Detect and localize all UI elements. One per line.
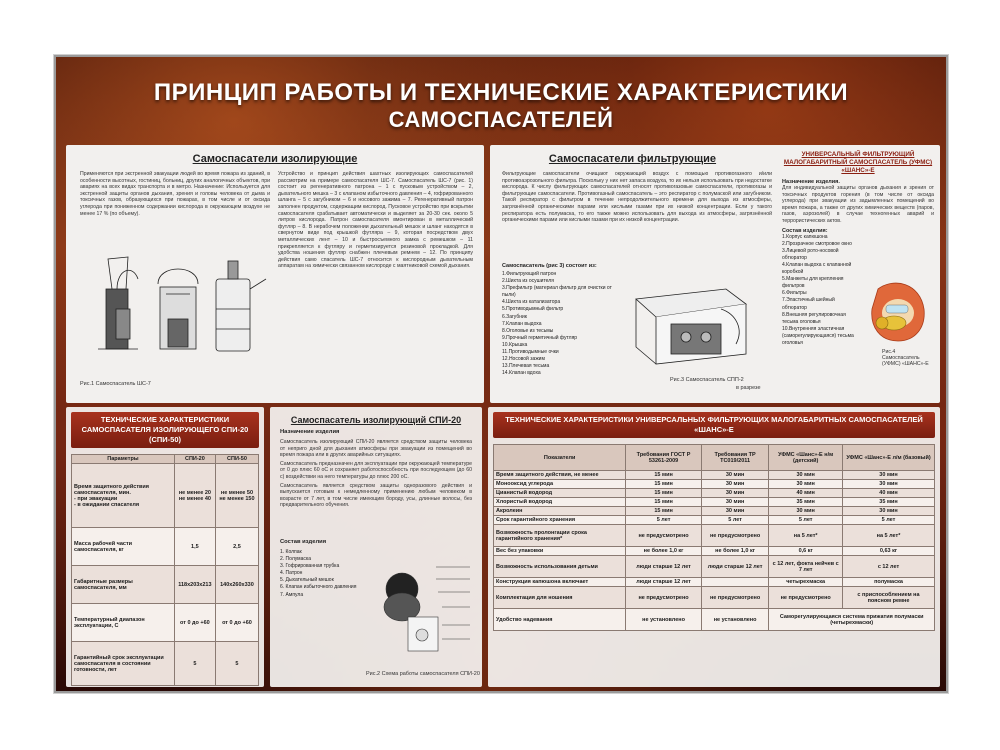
filtering-part: 4.Шихта из катализатора xyxy=(502,299,561,306)
shans-cell: 30 мин xyxy=(701,480,768,489)
spi20-part: 1. Колпак xyxy=(280,549,302,555)
shans-table xyxy=(493,444,935,631)
shans-cell: 5 лет xyxy=(843,516,935,525)
shans-header: Требования ТР ТС019/2011 xyxy=(701,445,768,471)
spi20-header-param: Параметры xyxy=(72,455,175,464)
shans-cell: 35 мин xyxy=(843,498,935,507)
ufms-caption: Рис.4 Самоспасатель (УФМС) «ШАНС»-Е xyxy=(882,349,929,367)
ufms-hood-figure xyxy=(864,279,932,347)
spi20-cell: Габаритные размеры самоспасателя, мм xyxy=(72,566,175,604)
spi20-purpose-title: Назначение изделия xyxy=(280,429,340,435)
shans-cell: 30 мин xyxy=(701,489,768,498)
shans-cell: 30 мин xyxy=(769,471,843,480)
shans-cell: 5 лет xyxy=(769,516,843,525)
ufms-part: 3.Лицевой рото-носовой обтюратор xyxy=(782,247,839,261)
ufms-title: УНИВЕРСАЛЬНЫЙ ФИЛЬТРУЮЩИЙ МАЛОГАБАРИТНЫЙ САМОСПАСАТЕЛЬ (УФМС) «ШАНС»-Е xyxy=(783,151,933,174)
shans-cell: 15 мин xyxy=(626,507,702,516)
spi20-text xyxy=(280,439,472,511)
ufms-part: 4.Клапан выдоха с клапанной коробкой xyxy=(782,261,852,276)
spi20-header-50: СПИ-50 xyxy=(215,455,258,464)
spi20-paragraph-1: Самоспасатель изолирующий СПИ-20 является средством защиты человека от неприго дной для дыхания атмосферы при эвакуации из помещений во время пожара или в других аварийных ситуациях. xyxy=(280,439,472,459)
filtering-part: 11.Противодымные очки xyxy=(502,349,559,356)
filtering-part: 7.Клапан выдоха xyxy=(502,320,542,327)
spi20-cell: 140х260х330 xyxy=(215,566,258,604)
spi20-panel xyxy=(270,407,482,687)
spi20-part: 2. Полумаска xyxy=(280,556,311,563)
shans-cell: 30 мин xyxy=(843,480,935,489)
filtering-part: 9.Прочный герметичный футляр xyxy=(502,334,578,341)
spi20-table-title: ТЕХНИЧЕСКИЕ ХАРАКТЕРИСТИКИ САМОСПАСАТЕЛЯ ИЗОЛИРУЮЩЕГО СПИ-20 (СПИ-50) xyxy=(71,412,259,448)
spi20-cell: 118х203х213 xyxy=(174,566,215,604)
filtering-part: 13.Плечевая тесьма xyxy=(502,363,550,370)
filtering-part: 3.Префильтр (материал фильтр для очистки от пыли) xyxy=(502,285,612,299)
shans-cell: 40 мин xyxy=(769,489,843,498)
shans-cell: на 5 лет* xyxy=(769,525,843,547)
isolating-text-col1: Применяются при экстренной эвакуации людей во время пожара из зданий, в особенности высотных, гостиниц, больниц, других аналогичных объектов, при авариях на всех видах транспорта и в метро. Назначение: Используется для экстренной защиты органов дыхания, зрения и головы человека от дыма и токсичных газов, образующихся при пожарах, в том числе и от оксида углерода при пониженном содержании кислорода в окружающем воздухе не менее 17 % (по объему). xyxy=(80,171,270,217)
filtering-part: 2.Шихта из осушителя xyxy=(502,278,554,285)
spi20-part: 6. Клапан избыточного давления xyxy=(280,584,357,591)
shans-cell: 15 мин xyxy=(626,471,702,480)
spi20-cell: Масса рабочей части самоспасателя, кг xyxy=(72,528,175,566)
filtering-part: 6.Загубник xyxy=(502,313,527,320)
title-line-2: САМОСПАСАТЕЛЕЙ xyxy=(388,107,614,132)
filtering-part: 5.Противодымный фильтр xyxy=(502,306,564,313)
filtering-part: 12.Носовой зажим xyxy=(502,356,545,363)
shans-header: УФМС «Шанс»-Е л/м (базовый) xyxy=(843,445,935,471)
shans-header: УФМС «Шанс»-Е н/м (детский) xyxy=(769,445,843,471)
shans-cell: 30 мин xyxy=(701,471,768,480)
spi20-paragraph-3: Самоспасатель является средством защиты одноразового действия и выпускается готовым к немедленному применению любым человеком в возрасте от 7 лет, в том числе имеющим бороду, усы, длинные волосы, без предварительного обучения. xyxy=(280,482,472,509)
shans-cell: Хлористый водород xyxy=(494,498,626,507)
spi20-cell: не менее 20 не менее 40 xyxy=(174,464,215,528)
spi20-cell: от 0 до +60 xyxy=(174,604,215,642)
shans-cell: Вес без упаковки xyxy=(494,547,626,556)
shans-cell xyxy=(701,578,768,587)
shans-cell: не установлено xyxy=(701,609,768,631)
shans-cell: 30 мин xyxy=(701,507,768,516)
filtering-parts-title: Самоспасатель (рис 3) состоит из: xyxy=(502,263,597,269)
filtering-heading: Самоспасатели фильтрующие xyxy=(548,153,717,165)
shans-cell: 15 мин xyxy=(626,489,702,498)
shans-cell: люди старше 12 лет xyxy=(626,578,702,587)
ufms-box xyxy=(782,151,934,397)
ufms-part: 1.Корпус капюшона xyxy=(782,233,828,240)
spi20-composition-list xyxy=(280,549,360,599)
spi20-part: 4. Патрон xyxy=(280,570,303,577)
shans-cell: не более 1,0 кг xyxy=(626,547,702,556)
shans-cell: 5 лет xyxy=(701,516,768,525)
filtering-parts-list xyxy=(502,271,612,377)
spi20-cell: 1,5 xyxy=(174,528,215,566)
ufms-part: 7.Эластичный шейный обтюратор xyxy=(782,297,835,311)
filtering-part: 8.Оголовье из тесьмы xyxy=(502,327,554,334)
shans-cell: 0,6 кг xyxy=(769,547,843,556)
shans-cell: с 12 лет xyxy=(843,556,935,578)
spi20-cell: 5 xyxy=(215,642,258,686)
shans-table-title: ТЕХНИЧЕСКИЕ ХАРАКТЕРИСТИКИ УНИВЕРСАЛЬНЫХ ФИЛЬТРУЮЩИХ МАЛОГАБАРИТНЫХ САМОСПАСАТЕЛЕЙ «ШАНС»-Е xyxy=(493,412,935,438)
shans-cell: Саморегулирующаяся система прижатия полумаски (четырехмаски) xyxy=(769,609,935,631)
spp2-figure xyxy=(616,269,771,379)
filtering-part: 10.Крышка xyxy=(502,341,528,348)
shans-cell: Конструкция капюшона включает xyxy=(494,578,626,587)
spi20-caption: Рис.2 Схема работы самоспасателя СПИ-20 xyxy=(366,671,480,677)
spi20-paragraph-2: Самоспасатель предназначен для эксплуатации при окружающей температуре от 0 до плюс 60 оС и сохраняет работоспособность при последующем (до 60 с) воздействии на него температуры до плюс 200 оС. xyxy=(280,460,472,480)
shans-cell: Монооксид углерода xyxy=(494,480,626,489)
spi20-cell: Время защитного действия самоспасателя, мин. - при эвакуации - в ожидании спасателя xyxy=(72,464,175,528)
shans-cell: 15 мин xyxy=(626,498,702,507)
shans-cell: 0,63 кг xyxy=(843,547,935,556)
shans-cell: не установлено xyxy=(626,609,702,631)
shans-cell: не предусмотрено xyxy=(701,587,768,609)
spi20-cell: Температурный диапазон эксплуатации, С xyxy=(72,604,175,642)
spp2-caption-2: в разрезе xyxy=(736,385,761,391)
ufms-composition-list xyxy=(782,234,858,348)
shans-table-panel xyxy=(488,407,940,687)
shans-cell: не более 1,0 кг xyxy=(701,547,768,556)
spi20-composition-title: Состав изделия xyxy=(280,539,327,545)
spi20-part: 7. Ампула xyxy=(280,591,304,598)
filtering-part: 14.Клапан вдоха xyxy=(502,370,541,377)
shans-cell: Удобство надевания xyxy=(494,609,626,631)
spi20-header-20: СПИ-20 xyxy=(174,455,215,464)
shans-cell: Время защитного действия, не менее xyxy=(494,471,626,480)
isolating-text-col2: Устройство и принцип действия шахтных изолирующих самоспасателей рассмотрим на примере самоспасателя ШС-7. Самоспасатель ШС-7 (рис. 1) состоит из регенеративного патрона – 1 с пусковым устройством – 2, дыхательного мешка – 3 с клапаном избыточного давления – 4, гофрированного шланга – 5 с загубником – 6 и носового зажима – 7. Регенеративный патрон заполнен продуктом, содержащим кислород. Пусковое устройство при вскрытии самоспасателя срабатывает автоматически и выделяет за 20-30 сек. около 5 литров кислорода. Патрон самоспасателя вмонтирован в металлический футляр – 8. В нерабочем положении дыхательный мешок и шланг находятся в свернутом виде под крышкой футляра – 9, которая посредством двух металлических лент – 10 и быстросъемного замка с ремешком – 11 прикрепляется к футляру и герметизируется резиновой прокладкой. Для удобства ношения футляр снабжен плечевым ремнем – 12. По принципу действия само спасатель ШС-7 относится к кислородным дыхательным аппаратам на химически связанном кислороде с маятниковой схемой дыхания. xyxy=(278,171,473,270)
spi20-cell: не менее 50 не менее 150 xyxy=(215,464,258,528)
shans-cell: люди старше 12 лет xyxy=(626,556,702,578)
shans-cell: не предусмотрено xyxy=(626,587,702,609)
spi20-cell: от 0 до +60 xyxy=(215,604,258,642)
spi20-table-panel xyxy=(66,407,264,687)
poster-title xyxy=(56,79,946,133)
shans-cell: 30 мин xyxy=(701,498,768,507)
shans-cell: Срок гарантийного хранения xyxy=(494,516,626,525)
ufms-part: 6.Фильтры xyxy=(782,290,807,297)
ufms-part: 10.Внутренняя эластичная (саморегулирующаяся) тесьма оголовья xyxy=(782,325,854,346)
spi20-part: 3. Гофрированная трубка xyxy=(280,563,340,570)
spi20-figure xyxy=(362,547,477,665)
shans-cell: на 5 лет* xyxy=(843,525,935,547)
shans-header: Показатели xyxy=(494,445,626,471)
shans-cell: не предусмотрено xyxy=(701,525,768,547)
isolating-heading: Самоспасатели изолирующие xyxy=(192,153,358,165)
spi20-part: 5. Дыхательный мешок xyxy=(280,577,334,584)
spi20-cell: 2,5 xyxy=(215,528,258,566)
title-line-1: ПРИНЦИП РАБОТЫ И ТЕХНИЧЕСКИЕ ХАРАКТЕРИСТИКИ xyxy=(153,79,849,106)
ufms-part: 2.Прозрачное смотровое окно xyxy=(782,240,852,247)
shans-cell: Акролеин xyxy=(494,507,626,516)
shans-cell: Цианистый водород xyxy=(494,489,626,498)
spi20-cell: 5 xyxy=(174,642,215,686)
shans-cell: Комплектация для ношения xyxy=(494,587,626,609)
poster xyxy=(54,55,948,693)
filtering-panel xyxy=(490,145,940,403)
isolating-panel xyxy=(66,145,484,403)
filtering-part: 1.Фильтрующий патрон xyxy=(502,271,557,277)
shans-cell: 40 мин xyxy=(843,489,935,498)
spi20-cell: Гарантийный срок эксплуатации самоспасателя в состоянии готовности, лет xyxy=(72,642,175,686)
shans-cell: с приспособлением на поясном ремне xyxy=(843,587,935,609)
shans-cell: Возможность использования детьми xyxy=(494,556,626,578)
spi20-table xyxy=(71,454,259,686)
shs7-figure xyxy=(88,249,273,369)
spi20-heading: Самоспасатель изолирующий СПИ-20 xyxy=(290,415,462,425)
shans-cell: не предусмотрено xyxy=(626,525,702,547)
shans-cell: Возможность пролонгации срока гарантийного хранения* xyxy=(494,525,626,547)
ufms-composition-title: Состав изделия: xyxy=(782,227,828,234)
shans-cell: 35 мин xyxy=(769,498,843,507)
filtering-intro: Фильтрующие самоспасатели очищают окружающий воздух с помощью противогазного и/или противоаэрозольного фильтра. Поскольку у них нет запаса воздуха, то их нельзя использовать при недостатке кислорода. К числу фильтрующих самоспасателей относят противогазовые самоспасатели, противогазы и фильтрующие самоспасатели. Противогазный самоспасатель – это респиратор с полумаской или загубником. Такой респиратор с фильтром в течение непродолжительного времени для выхода из атмосферы, загрязнённой органическими парами или кислыми газами при их низкой концентрации. Если у такого респиратора есть полумаска, то его также можно использовать для выхода из атмосферы, загрязнённой органическими парами или кислыми газами при их низкой концентрации. xyxy=(502,171,772,224)
shans-cell: не предусмотрено xyxy=(769,587,843,609)
shans-cell: полумаска xyxy=(843,578,935,587)
shans-cell: четырехмаска xyxy=(769,578,843,587)
ufms-part: 5.Манжеты для крепления фильтров xyxy=(782,276,844,290)
shans-cell: 30 мин xyxy=(769,507,843,516)
ufms-purpose-title: Назначение изделия. xyxy=(782,179,840,185)
shs7-caption: Рис.1 Самоспасатель ШС-7 xyxy=(80,381,151,387)
shans-cell: 30 мин xyxy=(843,507,935,516)
ufms-part: 8.Внешняя регулировочная тесьма оголовья xyxy=(782,311,846,325)
shans-header: Требования ГОСТ Р 53261-2009 xyxy=(626,445,702,471)
shans-cell: люди старше 12 лет xyxy=(701,556,768,578)
ufms-purpose-text: Для индивидуальной защиты органов дыхания и зрения от токсичных продуктов горения (в том числе от оксида углерода) при эвакуации из задымленных помещений во время пожара, а также от других химических веществ (паров, газов, аэрозолей) в случае техногенных аварий и террористических актов. xyxy=(782,185,934,224)
shans-cell: 30 мин xyxy=(843,471,935,480)
shans-cell: 15 мин xyxy=(626,480,702,489)
shans-cell: 30 мин xyxy=(769,480,843,489)
shans-cell: 5 лет xyxy=(626,516,702,525)
spp2-caption: Рис.3 Самоспасатель СПП-2 xyxy=(670,377,744,383)
shans-cell: с 12 лет, фокта нейчев с 7 лет xyxy=(769,556,843,578)
